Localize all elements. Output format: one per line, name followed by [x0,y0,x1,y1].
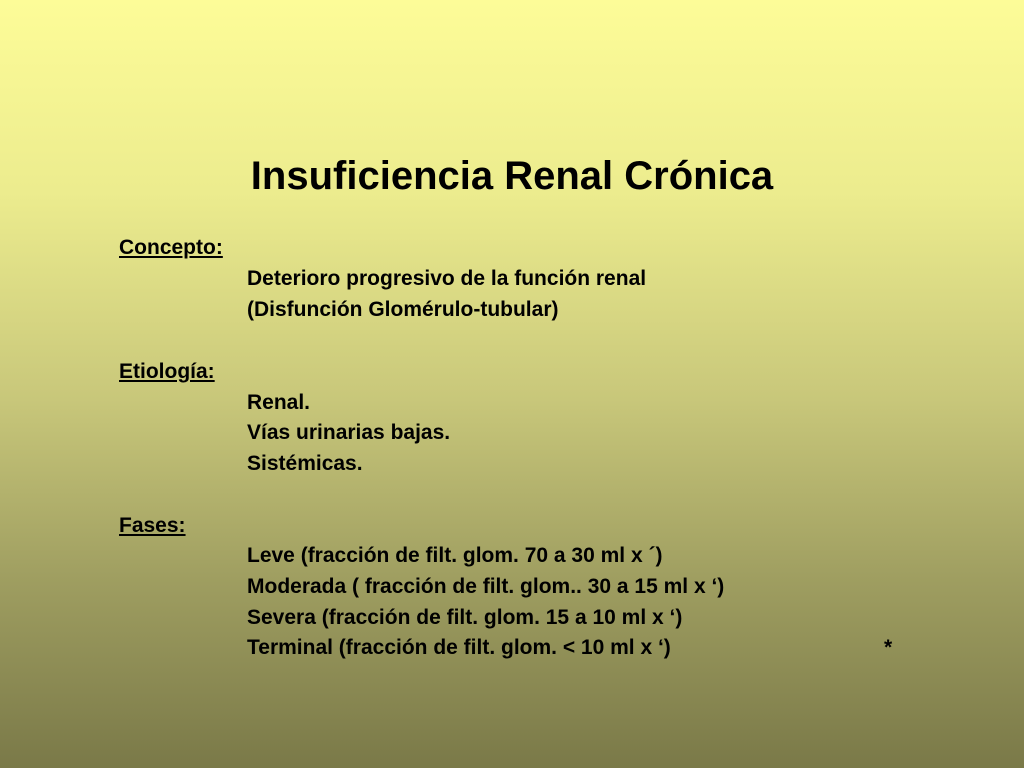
fase-terminal: Terminal (fracción de filt. glom. < 10 ml x ‘) [247,636,671,659]
slide-title: Insuficiencia Renal Crónica [250,154,774,198]
concepto-heading: Concepto: [119,236,223,259]
concepto-line-2: (Disfunción Glomérulo-tubular) [247,298,559,321]
concepto-line-1: Deterioro progresivo de la función renal [247,267,647,290]
fase-leve: Leve (fracción de filt. glom. 70 a 30 ml x ´) [247,544,663,567]
etiologia-item-renal: Renal. [247,391,311,414]
fase-severa: Severa (fracción de filt. glom. 15 a 10 ml x ‘) [247,606,683,629]
etiologia-heading: Etiología: [119,360,215,383]
fase-moderada: Moderada ( fracción de filt. glom.. 30 a 15 ml x ‘) [247,575,725,598]
footnote-asterisk: * [884,636,893,659]
etiologia-item-sistemicas: Sistémicas. [247,452,363,475]
etiologia-item-vias-urinarias: Vías urinarias bajas. [247,421,451,444]
fases-heading: Fases: [119,514,186,537]
